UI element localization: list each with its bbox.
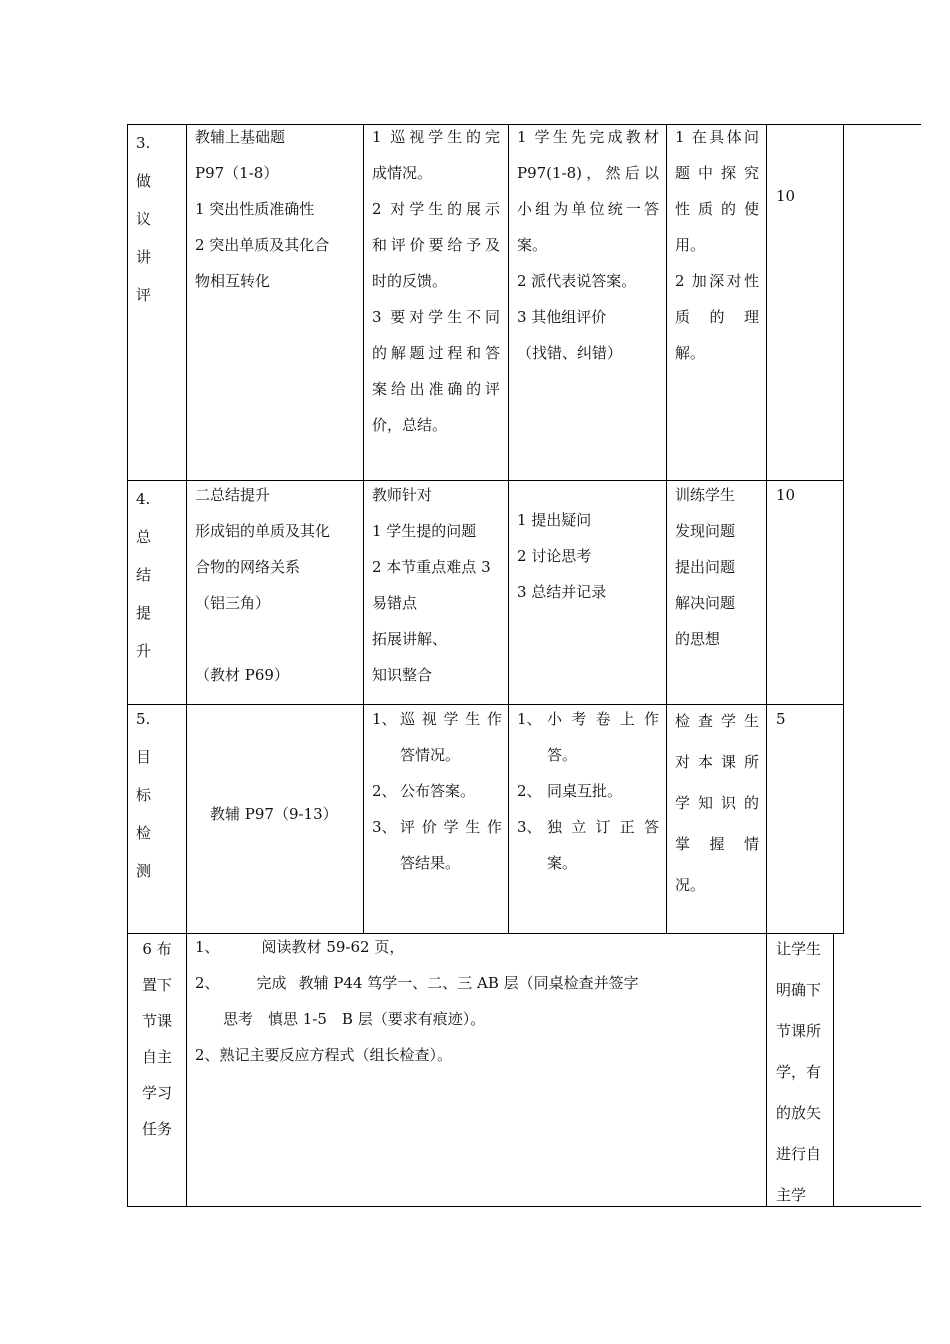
content-cell-4: 二总结提升 形成铝的单质及其化 合物的网络关系 （铝三角） （教材 P69）	[195, 486, 331, 684]
time-cell-4: 10	[776, 486, 796, 504]
student-cell-4: 1 提出疑问 2 讨论思考 3 总结并记录	[517, 511, 607, 601]
task-3-text: 2、熟记主要反应方程式（组长检查）。	[195, 1046, 453, 1064]
task-2-action: 完成	[256, 974, 287, 992]
table-border	[127, 124, 128, 1207]
intent-cell-6: 让学生 明确下 节课所 学，有 的放矢 进行自 主学	[776, 940, 822, 1204]
stage-cell-6: 6 布 置下 节课 自主 学习 任务	[141, 940, 172, 1138]
column-divider	[186, 124, 187, 1207]
content-cell-3: 教辅上基础题 P97（1-8） 1 突出性质准确性 2 突出单质及其化合 物相互转化	[195, 128, 330, 290]
table-border	[843, 124, 844, 934]
column-divider	[666, 124, 667, 934]
intent-cell-3: 1 在具体问 题中探究 性质的使 用。 2 加深对性 质的理 解。	[675, 128, 759, 362]
task-1-text: 阅读教材 59-62 页，	[261, 938, 405, 956]
content-cell-5: 教辅 P97（9-13）	[210, 805, 338, 823]
stage-cell-4: 4. 总 结 提 升	[136, 490, 152, 660]
task-2-number: 2、	[195, 974, 220, 992]
task-2-continuation: 思考 慎思 1-5 B 层（要求有痕迹）。	[223, 1010, 486, 1028]
task-1-number: 1、	[195, 938, 220, 956]
teacher-cell-4: 教师针对 1 学生提的问题 2 本节重点难点 3 易错点 拓展讲解、 知识整合	[372, 486, 491, 684]
homework-tasks	[195, 929, 760, 1073]
column-divider	[363, 124, 364, 934]
time-cell-5: 5	[776, 710, 786, 728]
student-cell-5: 1、 小考卷上作 答。 2、 同桌互批。 3、 独立订正答 案。	[517, 710, 659, 872]
teacher-cell-3: 1 巡视学生的完 成情况。 2 对学生的展示 和评价要给予及 时的反馈。 3 要对学生不同 的解题过程和答 案给出准确的评 价，总结。	[372, 128, 500, 434]
stage-cell-3: 3. 做 议 讲 评	[136, 134, 152, 304]
intent-cell-4: 训练学生 发现问题 提出问题 解决问题 的思想	[675, 486, 736, 648]
student-cell-3: 1 学生先完成教材 P97(1-8)，然后以 小组为单位统一答 案。 2 派代表说答案。 3 其他组评价 （找错、纠错）	[517, 128, 659, 362]
stage-cell-5: 5. 目 标 检 测	[136, 710, 152, 880]
column-divider	[508, 124, 509, 934]
table-border	[833, 933, 834, 1207]
time-cell-3: 10	[776, 187, 796, 205]
intent-cell-5: 检查学生 对本课所 学知识的 掌握情 况。	[675, 712, 759, 894]
task-2-text: 教辅 P44 笃学一、二、三 AB 层（同桌检查并签字	[298, 974, 639, 992]
teacher-cell-5: 1、 巡视学生作 答情况。 2、 公布答案。 3、 评价学生作 答结果。	[372, 710, 502, 872]
column-divider	[766, 124, 767, 1207]
